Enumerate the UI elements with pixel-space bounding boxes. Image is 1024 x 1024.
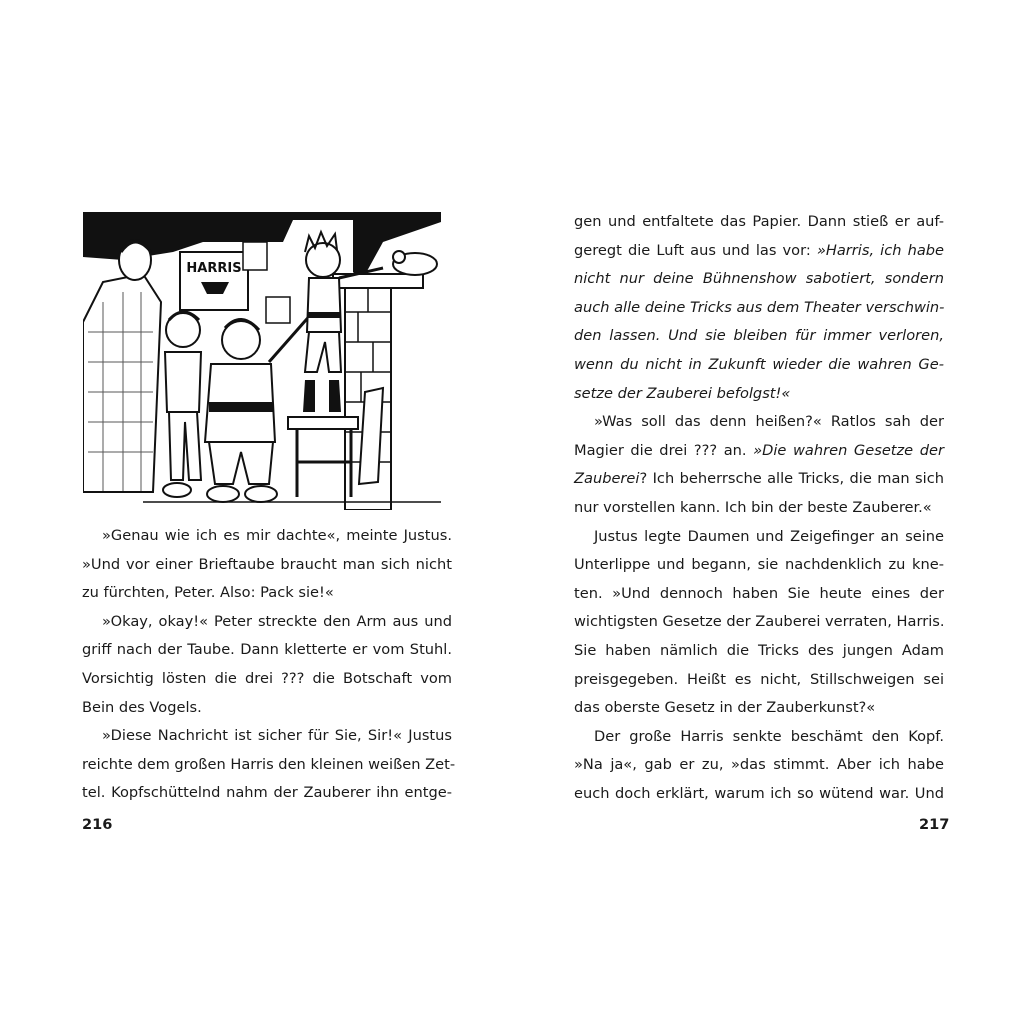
text-line: »Okay, okay!« Peter streckte den Arm aus und <box>102 612 452 630</box>
page-number-right: 217 <box>919 816 950 833</box>
text-segment: preisgegeben. Heißt es nicht, Stillschweigen sei <box>574 670 944 688</box>
text-line <box>574 494 944 523</box>
text-line: reichte dem großen Harris den kleinen weißen Zet- <box>82 755 456 773</box>
text-line: »Diese Nachricht ist sicher für Sie, Sir!« Justus <box>102 727 452 745</box>
text-line: griff nach der Taube. Dann kletterte er vom Stuhl. <box>82 641 452 659</box>
text-line: Vorsichtig lösten die drei ??? die Botschaft vom <box>82 669 452 687</box>
italic-text-segment: auch alle deine Tricks aus dem Theater verschwin- <box>574 298 945 316</box>
text-line <box>574 666 944 695</box>
italic-text-segment: »Harris, ich habe <box>816 241 945 259</box>
text-segment: ten. »Und dennoch haben Sie heute eines der <box>574 584 944 602</box>
italic-text-segment: den lassen. Und sie bleiben für immer verloren, <box>574 327 944 345</box>
text-line <box>574 465 944 494</box>
text-segment: Unterlippe und begann, sie nachdenklich zu kne- <box>574 556 944 574</box>
text-line <box>574 208 944 237</box>
text-segment: Sie haben nämlich die Tricks des jungen Adam <box>574 641 944 659</box>
text-segment: euch doch erklärt, warum ich so wütend war. Und <box>574 784 944 802</box>
text-segment: »Was soll das denn heißen?« Ratlos sah der <box>594 413 944 431</box>
text-segment: geregt die Luft aus und las vor: <box>574 241 817 259</box>
text-segment: ? Ich beherrsche alle Tricks, die man sich <box>639 470 944 488</box>
text-line: Bein des Vogels. <box>82 698 202 716</box>
text-line <box>574 551 944 580</box>
left-body-text <box>82 522 456 808</box>
text-line <box>574 294 944 323</box>
text-line <box>574 380 944 409</box>
text-line <box>574 694 944 723</box>
text-line <box>574 437 944 466</box>
text-line: »Genau wie ich es mir dachte«, meinte Justus. <box>102 527 452 544</box>
text-line <box>574 351 944 380</box>
text-segment: Der große Harris senkte beschämt den Kopf. <box>594 727 944 745</box>
text-line: zu fürchten, Peter. Also: Pack sie!« <box>82 584 334 602</box>
text-line: tel. Kopfschüttelnd nahm der Zauberer ihn entge- <box>82 784 452 802</box>
text-line <box>574 322 944 351</box>
page-number-left: 216 <box>82 816 113 833</box>
text-line <box>574 265 944 294</box>
text-segment: wichtigsten Gesetze der Zauberei verraten, Harris. <box>574 613 945 631</box>
text-segment: das oberste Gesetz in der Zauberkunst?« <box>574 699 876 717</box>
right-body-text <box>574 208 944 808</box>
right-page <box>512 0 1024 1024</box>
text-line <box>574 580 944 609</box>
italic-text-segment: setze der Zauberei befolgst!« <box>574 384 791 402</box>
text-segment: »Na ja«, gab er zu, »das stimmt. Aber ich habe <box>574 756 944 774</box>
poster-title: HARRIS <box>186 261 242 276</box>
text-segment: Justus legte Daumen und Zeigefinger an seine <box>594 527 944 545</box>
text-line <box>574 523 944 552</box>
text-line <box>574 237 944 266</box>
text-line <box>574 723 944 752</box>
illustration-magician-and-boys <box>83 212 441 510</box>
italic-text-segment: wenn du nicht in Zukunft wieder die wahren Ge- <box>574 355 944 373</box>
text-line <box>574 751 944 780</box>
italic-text-segment: nicht nur deine Bühnenshow sabotiert, sondern <box>574 270 944 288</box>
text-line <box>574 780 944 809</box>
italic-text-segment: Zauberei <box>574 470 640 488</box>
italic-text-segment: »Die wahren Gesetze der <box>753 441 944 459</box>
text-segment: gen und entfaltete das Papier. Dann stieß er auf- <box>574 213 944 230</box>
text-line <box>574 608 944 637</box>
text-segment: Magier die drei ??? an. <box>574 441 754 459</box>
text-line <box>574 637 944 666</box>
text-line: »Und vor einer Brieftaube braucht man sich nicht <box>82 555 452 573</box>
text-line <box>574 408 944 437</box>
text-segment: nur vorstellen kann. Ich bin der beste Zauberer.« <box>574 498 932 516</box>
